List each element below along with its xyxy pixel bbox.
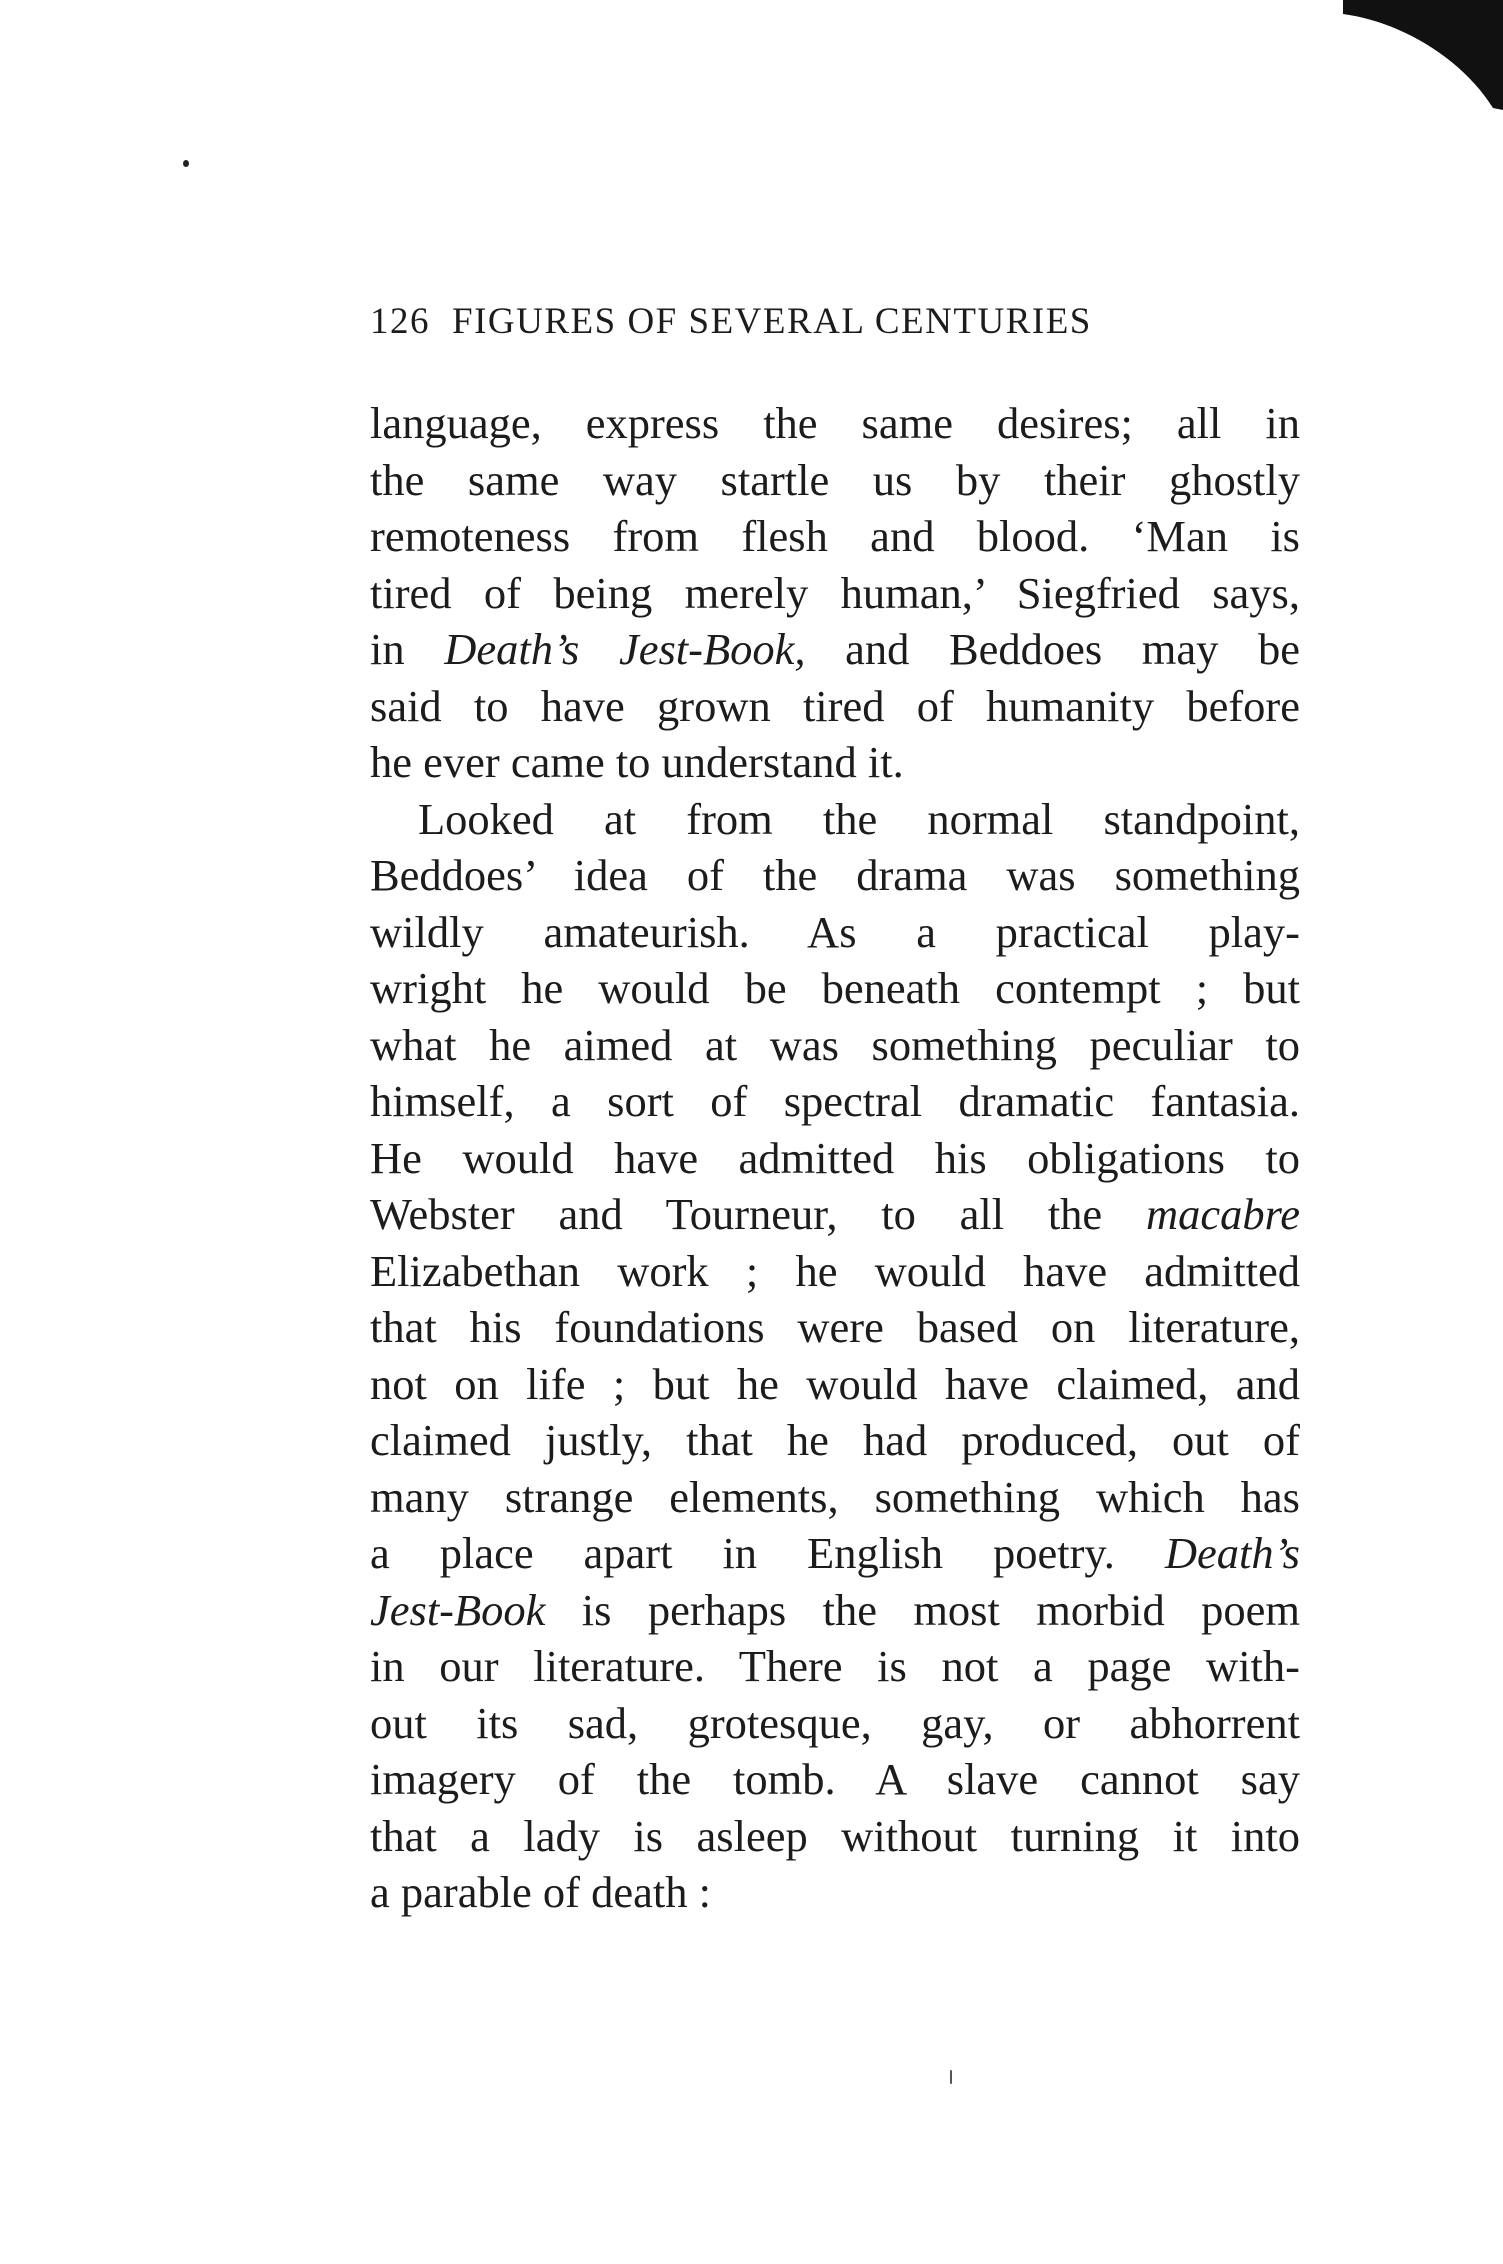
text-line xyxy=(370,1751,1300,1808)
italic-title: Death’s xyxy=(1164,1528,1300,1578)
body-text xyxy=(370,395,1300,1921)
text-run: he ever came to understand it. xyxy=(370,737,904,787)
text-line xyxy=(370,1073,1300,1130)
text-line xyxy=(370,1695,1300,1752)
text-run: remoteness from flesh and blood. ‘Man is xyxy=(370,511,1300,561)
text-run: is perhaps the most morbid poem xyxy=(545,1584,1300,1635)
text-run: Webster and Tourneur, to all the xyxy=(370,1189,1146,1239)
text-line xyxy=(370,960,1300,1017)
text-line xyxy=(370,452,1300,509)
text-run: not on life ; but he would have claimed, and xyxy=(370,1358,1300,1409)
italic-title: Death’s Jest-Book, xyxy=(444,624,806,674)
text-run: what he aimed at was something peculiar to xyxy=(370,1019,1300,1070)
text-run: Looked at from the normal standpoint, xyxy=(418,793,1300,844)
italic-title: Jest-Book xyxy=(370,1584,546,1635)
scan-speck xyxy=(950,2070,952,2084)
text-line xyxy=(370,621,1300,678)
text-run: that his foundations were based on literature, xyxy=(370,1302,1300,1352)
text-run: himself, a sort of spectral dramatic fantasia. xyxy=(370,1076,1300,1126)
scan-speck xyxy=(183,160,189,167)
text-run: said to have grown tired of humanity before xyxy=(370,680,1300,731)
text-line xyxy=(370,1808,1300,1865)
text-line xyxy=(370,395,1300,452)
text-line xyxy=(370,1864,1300,1921)
text-run: the same way startle us by their ghostly xyxy=(370,454,1300,505)
text-line xyxy=(370,734,1300,791)
text-line xyxy=(370,1582,1300,1639)
running-title: FIGURES OF SEVERAL CENTURIES xyxy=(452,301,1092,342)
text-run: many strange elements, something which has xyxy=(370,1471,1300,1522)
page-number: 126 xyxy=(370,301,430,342)
text-line xyxy=(370,1186,1300,1243)
text-run: tired of being merely human,’ Siegfried says, xyxy=(370,567,1300,618)
text-line xyxy=(370,1243,1300,1300)
text-line xyxy=(370,565,1300,622)
italic-title: macabre xyxy=(1145,1189,1300,1239)
text-line xyxy=(370,1130,1300,1187)
text-run: a parable of death : xyxy=(370,1867,711,1917)
text-line xyxy=(370,1412,1300,1469)
text-run: Beddoes’ idea of the drama was something xyxy=(370,850,1300,900)
paragraph xyxy=(370,791,1300,1921)
text-run: and Beddoes may be xyxy=(805,624,1300,674)
text-line xyxy=(370,847,1300,904)
text-run: that a lady is asleep without turning it into xyxy=(370,1810,1300,1861)
text-run: language, express the same desires; all in xyxy=(370,398,1300,448)
text-line xyxy=(370,1356,1300,1413)
text-line xyxy=(370,1299,1300,1356)
text-run: wildly amateurish. As a practical play- xyxy=(370,906,1300,957)
text-run: in xyxy=(370,624,445,674)
text-run: in our literature. There is not a page with- xyxy=(370,1641,1300,1691)
text-line xyxy=(370,1469,1300,1526)
text-run: wright he would be beneath contempt ; but xyxy=(370,963,1300,1013)
running-header xyxy=(370,300,1280,343)
text-line xyxy=(370,791,1300,848)
text-line xyxy=(370,1017,1300,1074)
text-run: a place apart in English poetry. xyxy=(370,1528,1165,1578)
text-line xyxy=(370,1638,1300,1695)
text-run: Elizabethan work ; he would have admitted xyxy=(370,1245,1300,1296)
text-run: claimed justly, that he had produced, out of xyxy=(370,1415,1300,1465)
text-line xyxy=(370,508,1300,565)
scan-edge-mark xyxy=(1343,0,1503,110)
text-line xyxy=(370,1525,1300,1582)
text-run: out its sad, grotesque, gay, or abhorrent xyxy=(370,1697,1300,1748)
text-line xyxy=(370,904,1300,961)
text-line xyxy=(370,678,1300,735)
text-run: He would have admitted his obligations to xyxy=(370,1132,1300,1183)
text-run: imagery of the tomb. A slave cannot say xyxy=(370,1754,1300,1804)
paragraph xyxy=(370,395,1300,791)
